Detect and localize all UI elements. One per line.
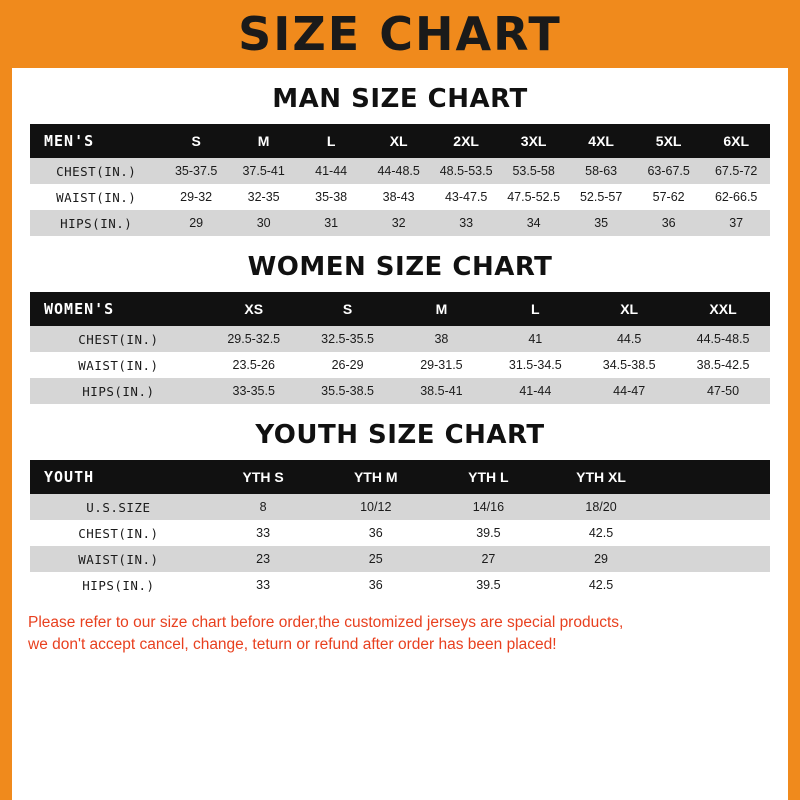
men-header-5xl: 5XL <box>635 124 703 158</box>
women-hips-xl: 44-47 <box>582 378 676 404</box>
youth-header-s: YTH S <box>207 460 320 494</box>
youth-table-head <box>30 460 770 494</box>
youth-section-title: YOUTH SIZE CHART <box>255 420 545 450</box>
women-waist-xs: 23.5-26 <box>207 352 301 378</box>
women-hips-l: 41-44 <box>488 378 582 404</box>
men-chest-m: 37.5-41 <box>230 158 298 184</box>
youth-header-m: YTH M <box>319 460 432 494</box>
women-header-xxl: XXL <box>676 292 770 326</box>
table-row <box>30 210 770 236</box>
youth-ussize-m: 10/12 <box>319 494 432 520</box>
men-hips-5xl: 36 <box>635 210 703 236</box>
youth-table-body <box>30 494 770 598</box>
table-row <box>30 520 770 546</box>
women-header-xl: XL <box>582 292 676 326</box>
men-chest-5xl: 63-67.5 <box>635 158 703 184</box>
men-hips-2xl: 33 <box>432 210 500 236</box>
men-waist-6xl: 62-66.5 <box>702 184 770 210</box>
women-size-table <box>30 292 770 404</box>
page-title: SIZE CHART <box>238 7 562 61</box>
men-chest-xl: 44-48.5 <box>365 158 433 184</box>
youth-hips-l: 39.5 <box>432 572 545 598</box>
men-size-section <box>12 84 788 236</box>
table-row <box>30 158 770 184</box>
men-waist-xl: 38-43 <box>365 184 433 210</box>
women-hips-m: 38.5-41 <box>395 378 489 404</box>
men-hips-s: 29 <box>162 210 230 236</box>
women-chest-xs: 29.5-32.5 <box>207 326 301 352</box>
table-header-row <box>30 460 770 494</box>
table-header-row <box>30 124 770 158</box>
youth-header-xl: YTH XL <box>545 460 658 494</box>
women-waist-s: 26-29 <box>301 352 395 378</box>
men-header-label: MEN'S <box>30 124 162 158</box>
women-chest-s: 32.5-35.5 <box>301 326 395 352</box>
youth-header-l: YTH L <box>432 460 545 494</box>
table-row <box>30 352 770 378</box>
women-waist-m: 29-31.5 <box>395 352 489 378</box>
men-waist-label: WAIST(IN.) <box>30 184 162 210</box>
women-waist-l: 31.5-34.5 <box>488 352 582 378</box>
men-hips-6xl: 37 <box>702 210 770 236</box>
men-waist-m: 32-35 <box>230 184 298 210</box>
men-chest-3xl: 53.5-58 <box>500 158 568 184</box>
men-header-2xl: 2XL <box>432 124 500 158</box>
men-chest-label: CHEST(IN.) <box>30 158 162 184</box>
men-hips-3xl: 34 <box>500 210 568 236</box>
youth-chest-label: CHEST(IN.) <box>30 520 207 546</box>
page-banner <box>0 0 800 68</box>
women-header-s: S <box>301 292 395 326</box>
table-row <box>30 184 770 210</box>
youth-waist-xl: 29 <box>545 546 658 572</box>
women-chest-xxl: 44.5-48.5 <box>676 326 770 352</box>
youth-waist-empty <box>657 546 770 572</box>
women-header-m: M <box>395 292 489 326</box>
footer-note-line2: we don't accept cancel, change, teturn or refund after order has been placed! <box>28 636 557 654</box>
men-header-4xl: 4XL <box>567 124 635 158</box>
men-hips-l: 31 <box>297 210 365 236</box>
youth-ussize-s: 8 <box>207 494 320 520</box>
men-hips-4xl: 35 <box>567 210 635 236</box>
men-header-3xl: 3XL <box>500 124 568 158</box>
women-table-head <box>30 292 770 326</box>
youth-hips-s: 33 <box>207 572 320 598</box>
men-waist-2xl: 43-47.5 <box>432 184 500 210</box>
youth-hips-xl: 42.5 <box>545 572 658 598</box>
table-row <box>30 572 770 598</box>
youth-header-label: YOUTH <box>30 460 207 494</box>
women-header-xs: XS <box>207 292 301 326</box>
youth-hips-empty <box>657 572 770 598</box>
table-row <box>30 494 770 520</box>
men-waist-l: 35-38 <box>297 184 365 210</box>
youth-chest-m: 36 <box>319 520 432 546</box>
women-header-l: L <box>488 292 582 326</box>
table-header-row <box>30 292 770 326</box>
youth-ussize-xl: 18/20 <box>545 494 658 520</box>
men-hips-label: HIPS(IN.) <box>30 210 162 236</box>
footer-note-line1: Please refer to our size chart before order,the customized jerseys are special products, <box>28 614 624 631</box>
men-waist-s: 29-32 <box>162 184 230 210</box>
youth-waist-label: WAIST(IN.) <box>30 546 207 572</box>
men-chest-4xl: 58-63 <box>567 158 635 184</box>
women-hips-xs: 33-35.5 <box>207 378 301 404</box>
men-header-6xl: 6XL <box>702 124 770 158</box>
youth-waist-s: 23 <box>207 546 320 572</box>
men-chest-2xl: 48.5-53.5 <box>432 158 500 184</box>
men-chest-l: 41-44 <box>297 158 365 184</box>
women-chest-l: 41 <box>488 326 582 352</box>
men-header-m: M <box>230 124 298 158</box>
women-size-section <box>12 252 788 404</box>
men-waist-3xl: 47.5-52.5 <box>500 184 568 210</box>
men-waist-4xl: 52.5-57 <box>567 184 635 210</box>
women-hips-label: HIPS(IN.) <box>30 378 207 404</box>
women-header-label: WOMEN'S <box>30 292 207 326</box>
youth-chest-s: 33 <box>207 520 320 546</box>
men-waist-5xl: 57-62 <box>635 184 703 210</box>
women-chest-xl: 44.5 <box>582 326 676 352</box>
women-hips-s: 35.5-38.5 <box>301 378 395 404</box>
women-chest-label: CHEST(IN.) <box>30 326 207 352</box>
men-header-xl: XL <box>365 124 433 158</box>
youth-waist-l: 27 <box>432 546 545 572</box>
women-chest-m: 38 <box>395 326 489 352</box>
youth-ussize-empty <box>657 494 770 520</box>
women-section-title: WOMEN SIZE CHART <box>247 252 553 282</box>
women-waist-xxl: 38.5-42.5 <box>676 352 770 378</box>
youth-hips-m: 36 <box>319 572 432 598</box>
table-row <box>30 378 770 404</box>
youth-waist-m: 25 <box>319 546 432 572</box>
men-table-head <box>30 124 770 158</box>
youth-ussize-l: 14/16 <box>432 494 545 520</box>
men-header-s: S <box>162 124 230 158</box>
women-waist-xl: 34.5-38.5 <box>582 352 676 378</box>
footer-note <box>28 612 772 657</box>
men-size-table <box>30 124 770 236</box>
women-hips-xxl: 47-50 <box>676 378 770 404</box>
youth-chest-empty <box>657 520 770 546</box>
youth-ussize-label: U.S.SIZE <box>30 494 207 520</box>
table-row <box>30 546 770 572</box>
men-hips-m: 30 <box>230 210 298 236</box>
youth-chest-xl: 42.5 <box>545 520 658 546</box>
men-hips-xl: 32 <box>365 210 433 236</box>
youth-header-empty <box>657 460 770 494</box>
women-waist-label: WAIST(IN.) <box>30 352 207 378</box>
table-row <box>30 326 770 352</box>
men-chest-6xl: 67.5-72 <box>702 158 770 184</box>
youth-size-section <box>12 420 788 598</box>
men-section-title: MAN SIZE CHART <box>272 84 528 114</box>
men-header-l: L <box>297 124 365 158</box>
women-table-body <box>30 326 770 404</box>
youth-hips-label: HIPS(IN.) <box>30 572 207 598</box>
youth-size-table <box>30 460 770 598</box>
men-table-body <box>30 158 770 236</box>
youth-chest-l: 39.5 <box>432 520 545 546</box>
men-chest-s: 35-37.5 <box>162 158 230 184</box>
